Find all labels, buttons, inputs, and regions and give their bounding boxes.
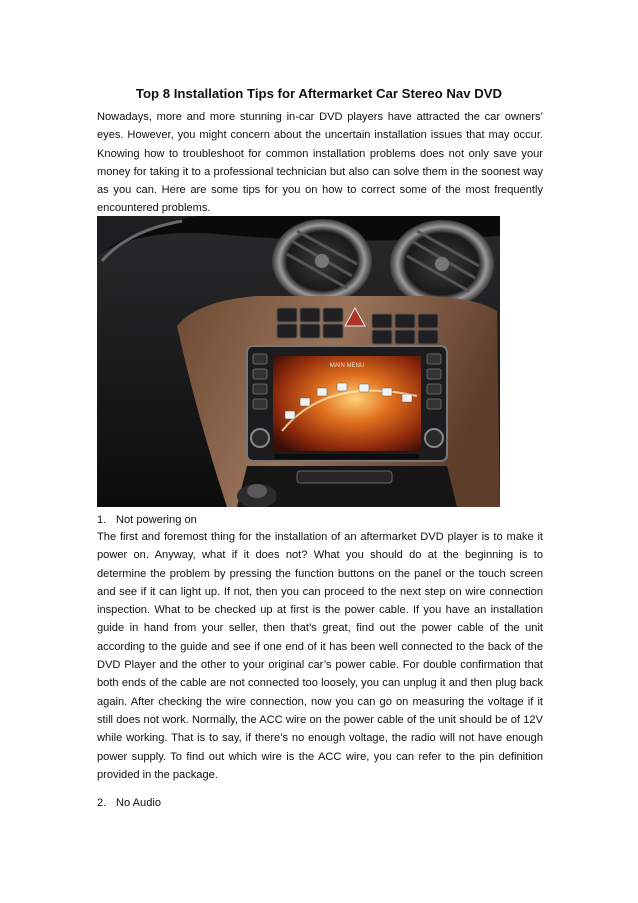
section-1-body: The first and foremost thing for the installation of an aftermarket DVD player is to make it power on. Anyway, what if it does not? What you should do at the beginning is to determine the problem by pressing the function buttons on the panel or the touch screen and see if it can light up. If not, then you can proceed to the next step on wire connection inspection. What to be checked up at first is the power cable. If you have an installation guide in hand from your seller, then that’s great, find out the power cable of the unit according to the guide and see if one end of it has been well connected to the back of the DVD Player and the other to your original car’s power cable. For double confirmation that both ends of the cable are not connected too loosely, you can unplug it and then plug back again. After checking the wire connection, now you can go on measuring the voltage if it still does not work. Normally, the ACC wire on the power cable of the unit should be of 12V while working. That is to say, if there’s no enough voltage, the radio will not have enough power supply. To find out which wire is the ACC wire, you can refer to the pin definition provided in the package.: [97, 531, 543, 781]
section-2-heading: [97, 797, 161, 809]
intro-paragraph: Nowadays, more and more stunning in-car DVD players have attracted the car owners’ eyes. However, you might concern about the uncertain installation issues that may occur. Knowing how to troubleshoot for common installation problems does not only save your money for taking it to a professional technician but also can solve them in the soonest way as you can. Here are some tips for you on how to correct some of the most frequently encountered problems.: [97, 111, 543, 215]
car-dashboard-photo: [97, 216, 500, 507]
screen-menu-label: MAIN MENU: [329, 363, 365, 369]
section-2-title: No Audio: [116, 797, 162, 809]
section-1-heading: [97, 514, 197, 526]
section-1-title: Not powering on: [116, 514, 197, 526]
section-2-number: 2.: [97, 797, 107, 809]
section-1-number: 1.: [97, 514, 107, 526]
document-title: Top 8 Installation Tips for Aftermarket Car Stereo Nav DVD: [135, 86, 503, 101]
